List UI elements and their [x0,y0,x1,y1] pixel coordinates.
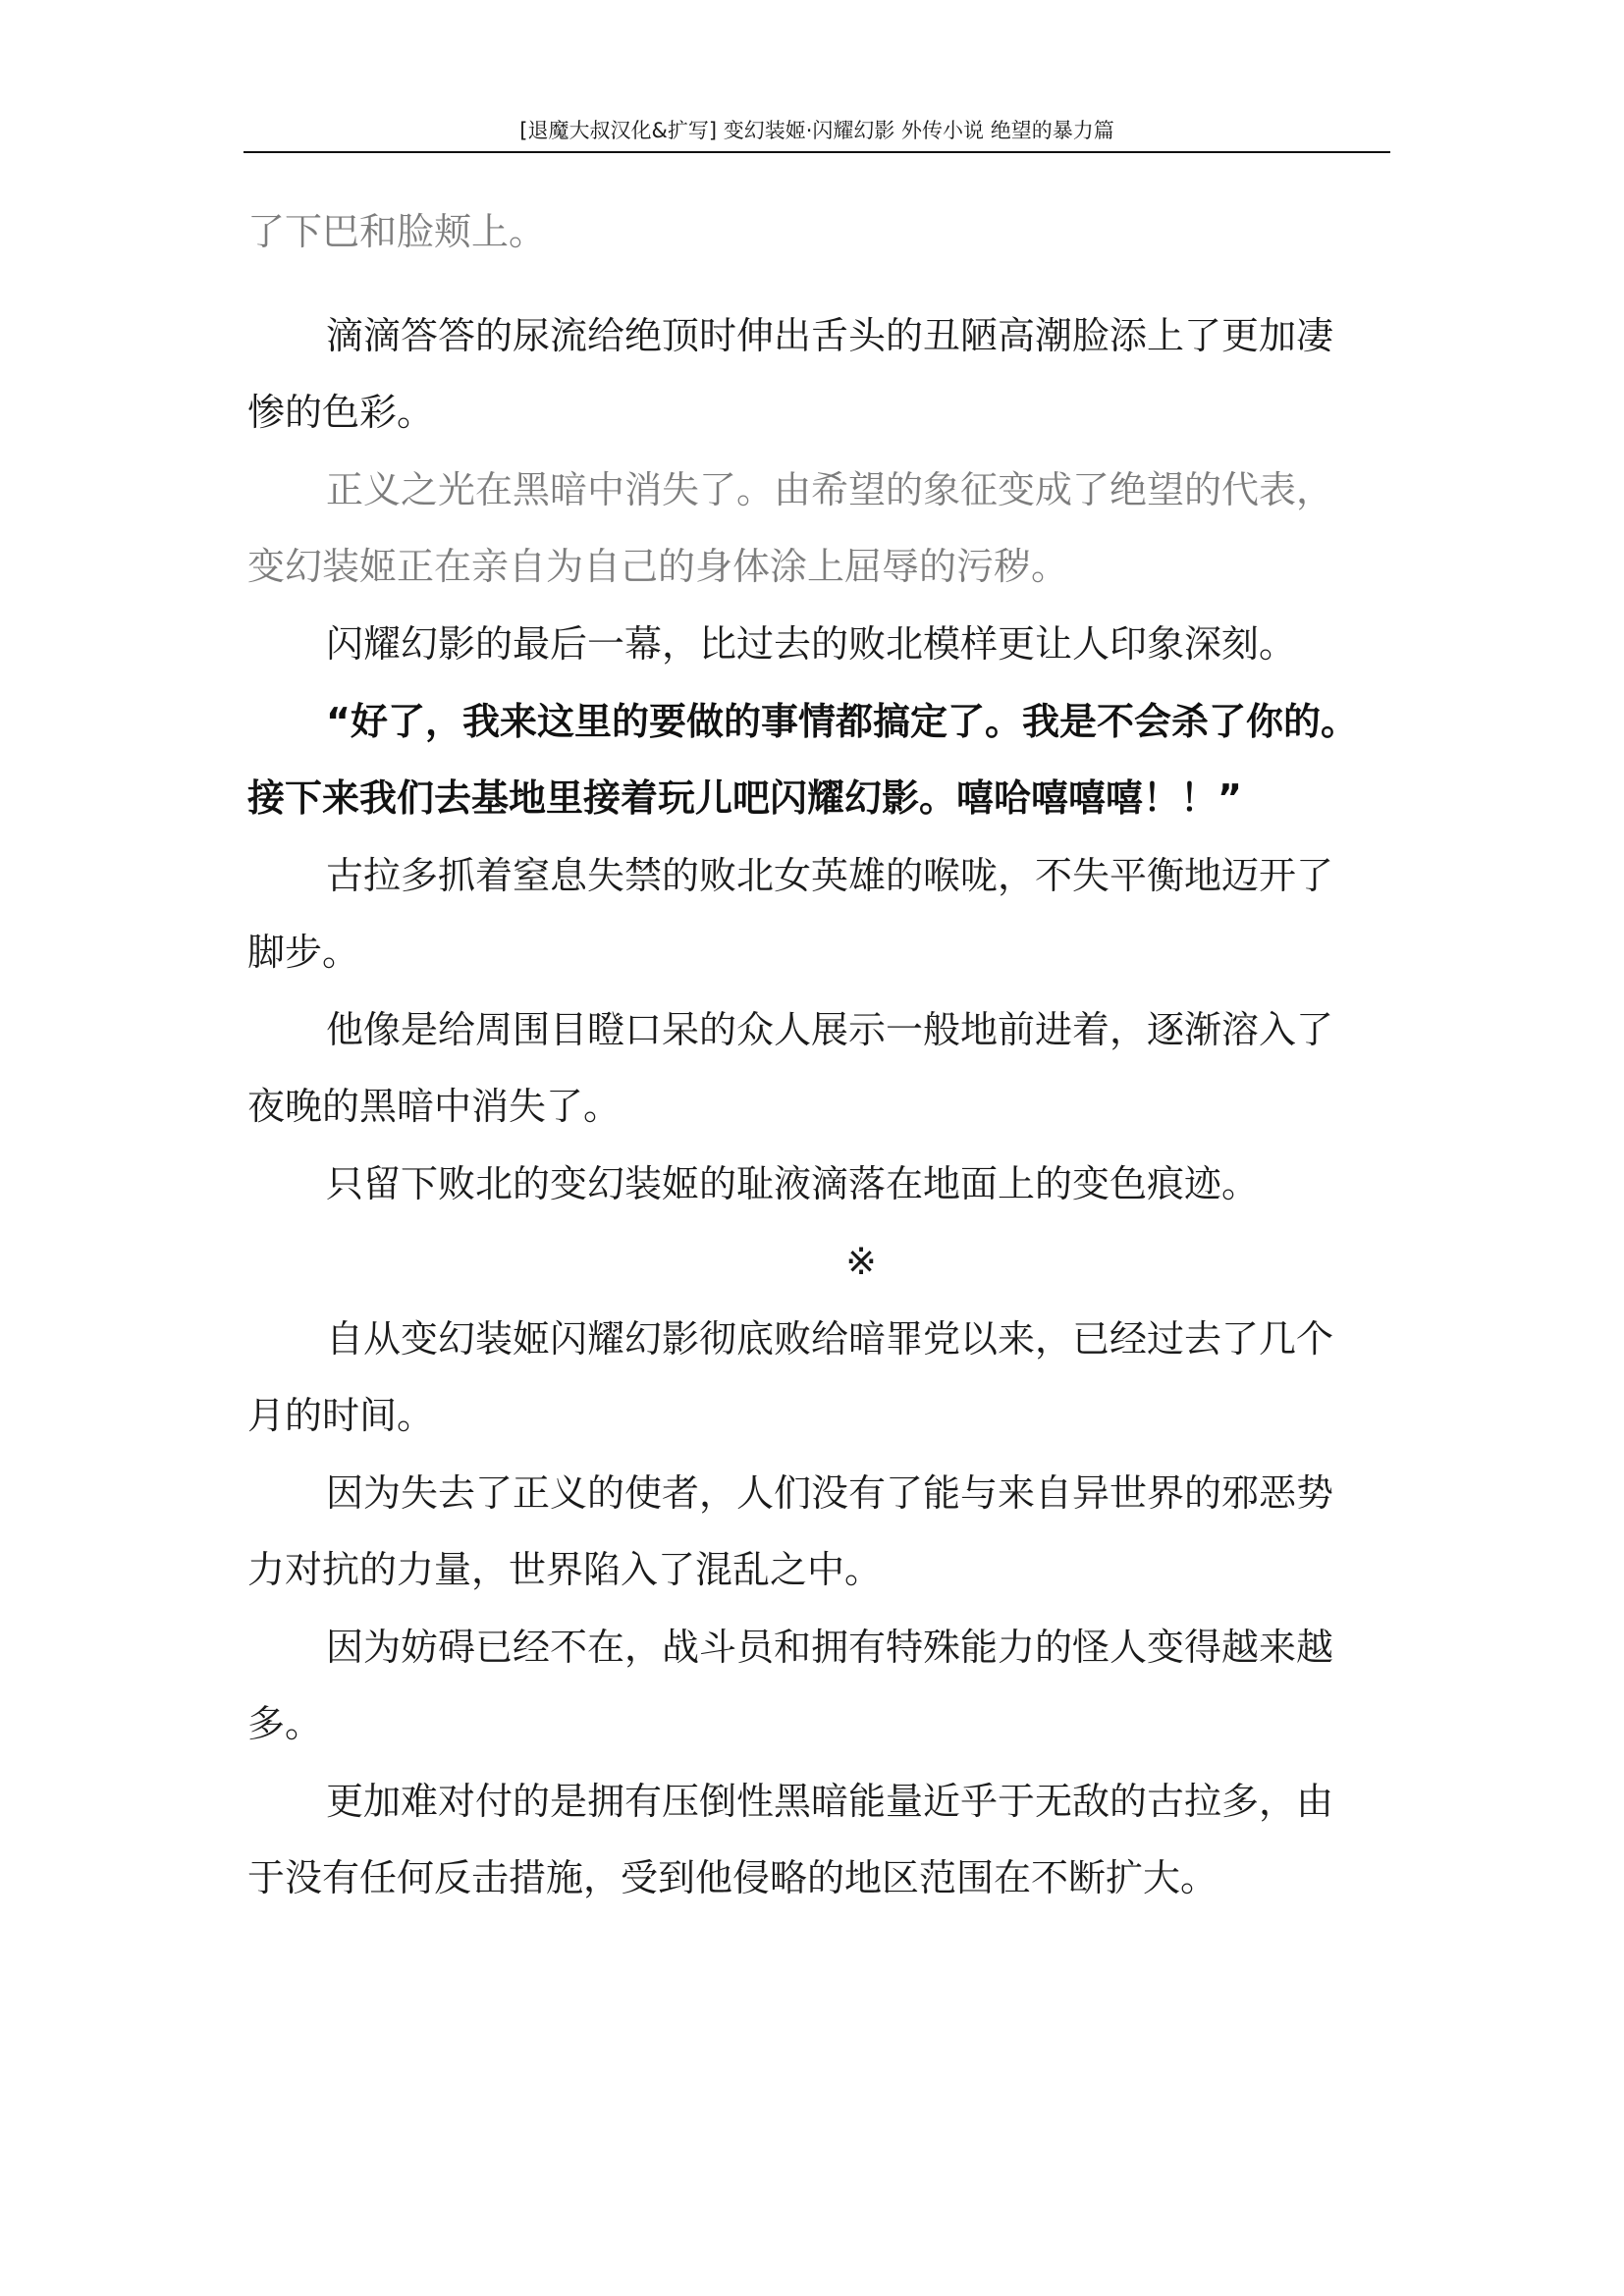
paragraph-line: 只留下败北的变幻装姬的耻液滴落在地面上的变色痕迹。 [326,1162,1260,1205]
text-line: 于没有任何反击措施，受到他侵略的地区范围在不断扩大。 [247,1856,1218,1899]
section-break-mark: ※ [845,1240,877,1283]
paragraph-line: 因为妨碍已经不在，战斗员和拥有特殊能力的怪人变得越来越 [326,1626,1334,1669]
header-divider [244,151,1390,153]
paragraph-line: 古拉多抓着窒息失禁的败北女英雄的喉咙，不失平衡地迈开了 [326,854,1334,897]
text-line: 多。 [247,1702,323,1745]
paragraph-line: 因为失去了正义的使者，人们没有了能与来自异世界的邪恶势 [326,1471,1334,1515]
text-line: 脚步。 [247,931,360,974]
paragraph-line: 更加难对付的是拥有压倒性黑暗能量近乎于无敌的古拉多，由 [326,1780,1334,1823]
running-header: [退魔大叔汉化&扩写] 变幻装姬·闪耀幻影 外传小说 绝望的暴力篇 [519,119,1114,142]
dialogue-line: 接下来我们去基地里接着玩儿吧闪耀幻影。嘻哈嘻嘻嘻！！” [247,776,1242,820]
paragraph-line: 闪耀幻影的最后一幕，比过去的败北模样更让人印象深刻。 [326,622,1297,666]
text-line: 惨的色彩。 [247,391,435,434]
paragraph-line: 自从变幻装姬闪耀幻影彻底败给暗罪党以来，已经过去了几个 [326,1317,1334,1361]
body-text [247,208,1394,1901]
text-line: 力对抗的力量，世界陷入了混乱之中。 [247,1548,883,1591]
text-line: 了下巴和脸颊上。 [247,210,547,253]
dialogue-line: “好了，我来这里的要做的事情都搞定了。我是不会杀了你的。 [326,700,1358,743]
text-line: 夜晚的黑暗中消失了。 [247,1085,622,1128]
paragraph-line: 滴滴答答的尿流给绝顶时伸出舌头的丑陋高潮脸添上了更加凄 [326,314,1334,357]
text-line: 月的时间。 [247,1394,435,1437]
paragraph-line: 正义之光在黑暗中消失了。由希望的象征变成了绝望的代表， [326,468,1334,511]
text-line: 变幻装姬正在亲自为自己的身体涂上屈辱的污秽。 [247,545,1069,588]
paragraph-line: 他像是给周围目瞪口呆的众人展示一般地前进着，逐渐溶入了 [326,1008,1334,1051]
